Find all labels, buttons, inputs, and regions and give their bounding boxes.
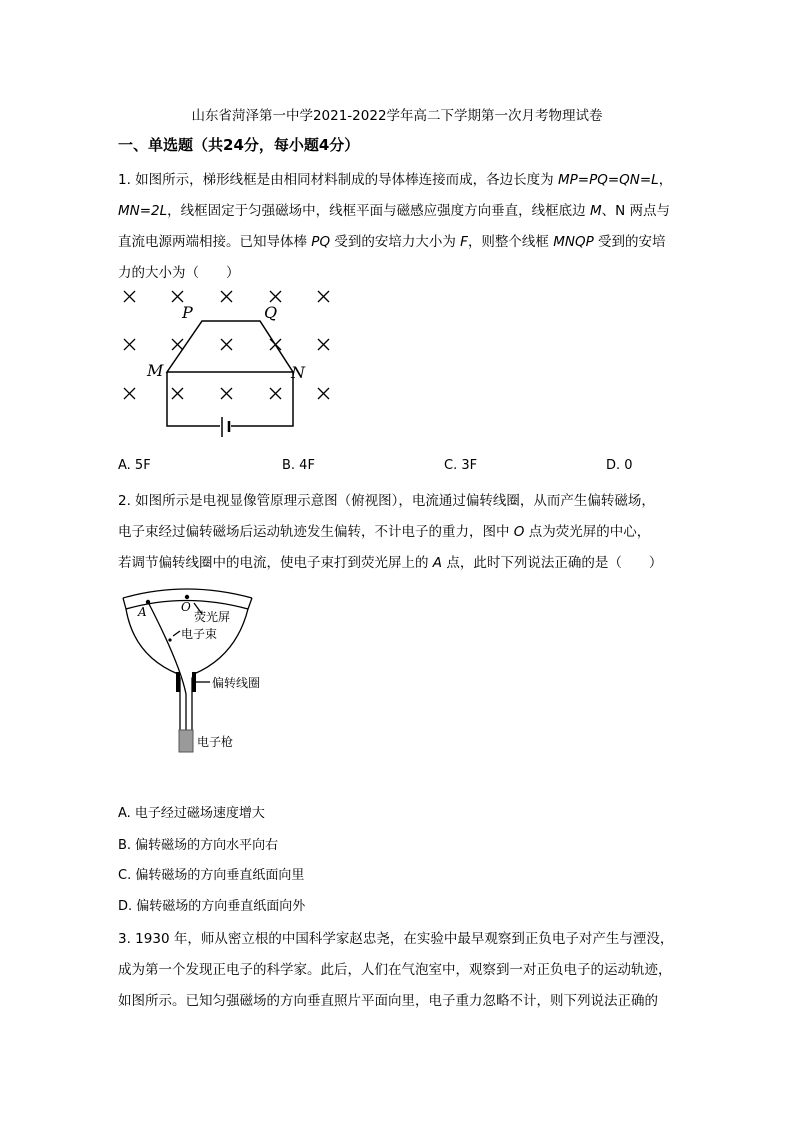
beam-mid-dot (168, 638, 171, 641)
label-o: O (181, 600, 191, 614)
cross-mark (318, 339, 329, 350)
q1-text: 、N 两点与 (601, 203, 671, 219)
deflection-coil-right (192, 672, 196, 692)
cross-mark (124, 291, 135, 302)
q3-text-line3: 如图所示。已知匀强磁场的方向垂直照片平面向里，电子重力忽略不计，则下列说法正确的 (118, 993, 658, 1009)
cross-mark (172, 388, 183, 399)
label-n: N (291, 363, 305, 382)
q2-text: 点为荧光屏的中心， (524, 524, 651, 540)
electron-gun (179, 730, 193, 752)
q1-var: F (460, 234, 468, 250)
q1-text: ，则整个线框 (467, 234, 554, 250)
q1-text-line2 (118, 199, 670, 219)
label-a: A (138, 605, 147, 619)
q1-var: MP=PQ=QN=L (557, 172, 659, 188)
q1-figure-trapezoid (110, 284, 350, 444)
q1-var: PQ (311, 234, 331, 250)
q2-text-line1: 2. 如图所示是电视显像管原理示意图（俯视图），电流通过偏转线圈，从而产生偏转磁场， (118, 493, 655, 509)
q2-text-line2 (118, 520, 650, 540)
label-coil: 偏转线圈 (212, 676, 261, 690)
q2-text: 点，此时下列说法正确的是（ ） (442, 555, 663, 571)
q1-text-line1 (118, 168, 672, 188)
page-title: 山东省菏泽第一中学2021-2022学年高二下学期第一次月考物理试卷 (191, 108, 603, 124)
q2-text: 若调节偏转线圈中的电流，使电子束打到荧光屏上的 (118, 555, 433, 571)
cross-mark (221, 291, 232, 302)
cross-mark (124, 339, 135, 350)
point-o-dot (185, 595, 189, 599)
q2-option-a[interactable]: A. 电子经过磁场速度增大 (118, 806, 265, 821)
q2-option-b[interactable]: B. 偏转磁场的方向水平向右 (118, 838, 279, 853)
cross-mark (270, 291, 281, 302)
q2-figure-crt (110, 584, 290, 760)
q1-text-line4: 力的大小为（ ） (118, 265, 240, 281)
cross-mark (318, 388, 329, 399)
q1-text: 受到的安培 (593, 234, 666, 250)
q1-text: 1. 如图所示，梯形线框是由相同材料制成的导体棒连接而成，各边长度为 (118, 172, 558, 188)
leader-beam (173, 631, 180, 636)
q1-option-a[interactable]: A. 5F (118, 458, 151, 473)
q1-option-b[interactable]: B. 4F (282, 458, 315, 473)
label-beam: 电子束 (181, 627, 218, 641)
q2-text-line3 (118, 551, 662, 571)
label-m: M (147, 361, 164, 380)
cross-mark (221, 388, 232, 399)
q3-text-line1: 3. 1930 年，师从密立根的中国科学家赵忠尧，在实验中最早观察到正负电子对产生与湮没， (118, 931, 674, 947)
q2-text: 电子束经过偏转磁场后运动轨迹发生偏转，不计电子的重力，图中 (118, 524, 514, 540)
cross-mark (270, 388, 281, 399)
q1-text: ， (658, 172, 673, 188)
tube-left-side (126, 609, 180, 678)
cross-mark (172, 339, 183, 350)
section-heading: 一、单选题（共24分，每小题4分） (118, 136, 360, 154)
q1-var: M (589, 203, 602, 219)
label-screen: 荧光屏 (194, 610, 231, 624)
q2-option-c[interactable]: C. 偏转磁场的方向垂直纸面向里 (118, 868, 305, 883)
screen-right-edge (248, 598, 252, 609)
q3-text-line2: 成为第一个发现正电子的科学家。此后，人们在气泡室中，观察到一对正负电子的运动轨迹， (118, 962, 672, 978)
q2-var: A (432, 555, 443, 571)
circuit-wire (167, 372, 293, 426)
q1-option-d[interactable]: D. 0 (606, 458, 633, 473)
q2-option-d[interactable]: D. 偏转磁场的方向垂直纸面向外 (118, 899, 306, 914)
deflection-coil-left (176, 672, 180, 692)
point-a-dot (146, 600, 150, 604)
q1-var: MN=2L (118, 203, 168, 219)
q2-var: O (513, 524, 525, 540)
q1-var: MNQP (553, 234, 594, 250)
cross-mark (221, 339, 232, 350)
screen-left-edge (123, 598, 126, 609)
label-p: P (182, 303, 193, 322)
cross-mark (124, 388, 135, 399)
q1-text: 受到的安培力大小为 (330, 234, 461, 250)
cross-mark (318, 291, 329, 302)
q1-text: ，线框固定于匀强磁场中，线框平面与磁感应强度方向垂直，线框底边 (167, 203, 590, 219)
q1-option-c[interactable]: C. 3F (444, 458, 478, 473)
label-q: Q (264, 303, 278, 322)
cross-mark (172, 291, 183, 302)
label-gun: 电子枪 (197, 735, 234, 749)
q1-text: 直流电源两端相接。已知导体棒 (118, 234, 312, 250)
q1-text-line3 (118, 230, 666, 250)
